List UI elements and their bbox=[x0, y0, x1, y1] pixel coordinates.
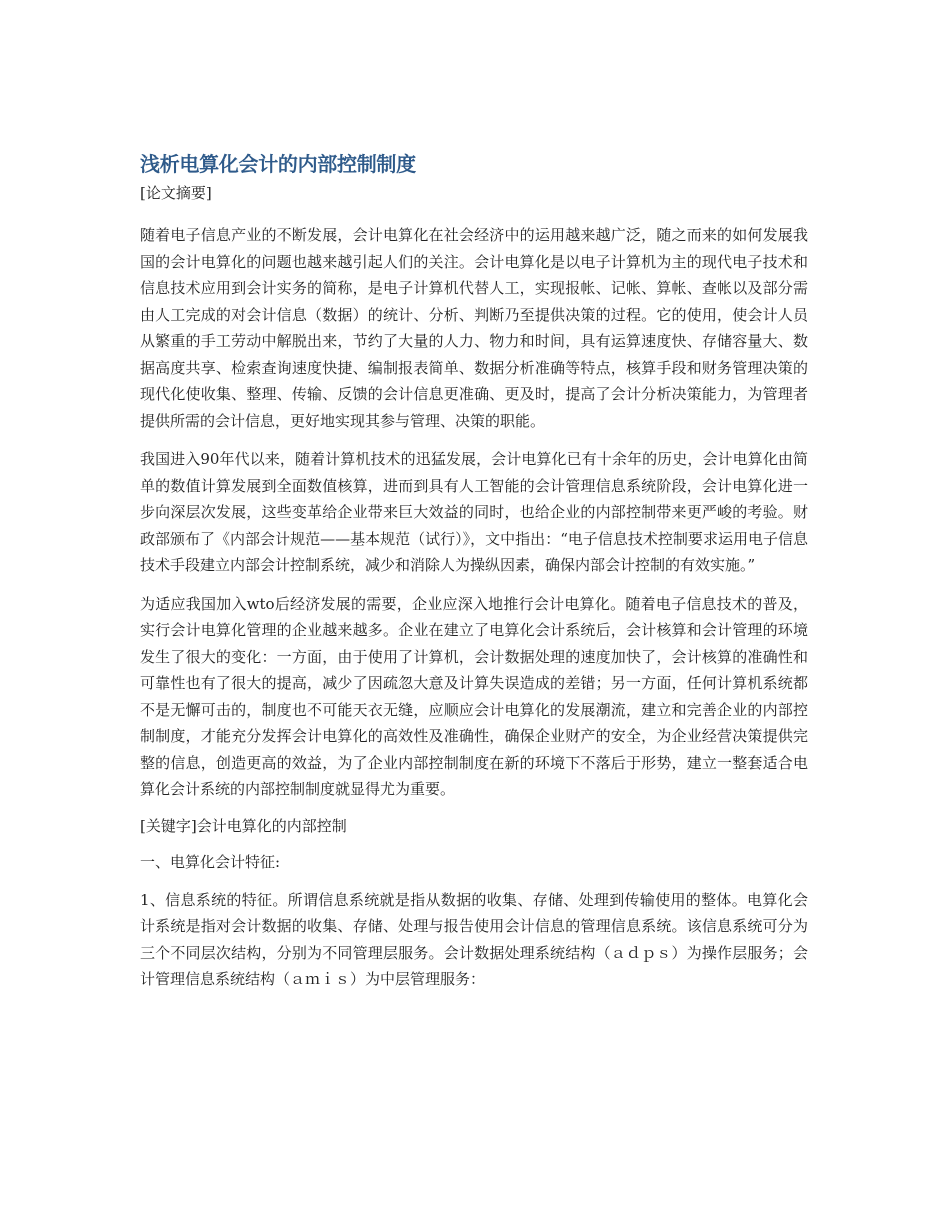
keywords-line: [关键字]会计电算化的内部控制 bbox=[140, 816, 347, 835]
abstract-paragraph-3: 为适应我国加入wto后经济发展的需要，企业应深入地推行会计电算化。随着电子信息技术的普及，实行会计电算化管理的企业越来越多。企业在建立了电算化会计系统后，会计核算和会计管理的环境发生了很大的变化：一方面，由于使用了计算机，会计数据处理的速度加快了，会计核算的准确性和可靠性也有了很大的提高，减少了因疏忽大意及计算失误造成的差错；另一方面，任何计算机系统都不是无懈可击的，制度也不可能天衣无缝，应顺应会计电算化的发展潮流，建立和完善企业的内部控制制度，才能充分发挥会计电算化的高效性及准确性，确保企业财产的安全，为企业经营决策提供完整的信息，创造更高的效益，为了企业内部控制制度在新的环境下不落后于形势，建立一整套适合电算化会计系统的内部控制制度就显得尤为重要。 bbox=[140, 594, 808, 798]
abstract-paragraph-1: 随着电子信息产业的不断发展，会计电算化在社会经济中的运用越来越广泛，随之而来的如何发展我国的会计电算化的问题也越来越引起人们的关注。会计电算化是以电子计算机为主的现代电子技术和信息技术应用到会计实务的简称，是电子计算机代替人工，实现报帐、记帐、算帐、查帐以及部分需由人工完成的对会计信息（数据）的统计、分析、判断乃至提供决策的过程。它的使用，使会计人员从繁重的手工劳动中解脱出来，节约了大量的人力、物力和时间，具有运算速度快、存储容量大、数据高度共享、检索查询速度快捷、编制报表简单、数据分析准确等特点，核算手段和财务管理决策的现代化使收集、整理、传输、反馈的会计信息更准确、更及时，提高了会计分析决策能力，为管理者提供所需的会计信息，更好地实现其参与管理、决策的职能。 bbox=[140, 226, 808, 430]
abstract-label: [论文摘要] bbox=[140, 184, 212, 202]
document-title: 浅析电算化会计的内部控制制度 bbox=[140, 152, 416, 176]
section-paragraph-1: 1、信息系统的特征。所谓信息系统就是指从数据的收集、存储、处理到传输使用的整体。电算化会计系统是指对会计数据的收集、存储、处理与报告使用会计信息的管理信息系统。该信息系统可分为三个不同层次结构，分别为不同管理层服务。会计数据处理系统结构（ａｄｐｓ）为操作层服务；会计管理信息系统结构（ａｍｉｓ）为中层管理服务： bbox=[140, 890, 808, 988]
document-page bbox=[140, 150, 808, 1005]
abstract-paragraph-2: 我国进入90年代以来，随着计算机技术的迅猛发展，会计电算化已有十余年的历史，会计电算化由简单的数值计算发展到全面数值核算，进而到具有人工智能的会计管理信息系统阶段，会计电算化进一步向深层次发展，这些变革给企业带来巨大效益的同时，也给企业的内部控制带来更严峻的考验。财政部颁布了《内部会计规范——基本规范（试行）》，文中指出：“电子信息技术控制要求运用电子信息技术手段建立内部会计控制系统，减少和消除人为操纵因素，确保内部会计控制的有效实施。” bbox=[140, 450, 808, 574]
section-heading: 一、电算化会计特征: bbox=[140, 852, 281, 871]
